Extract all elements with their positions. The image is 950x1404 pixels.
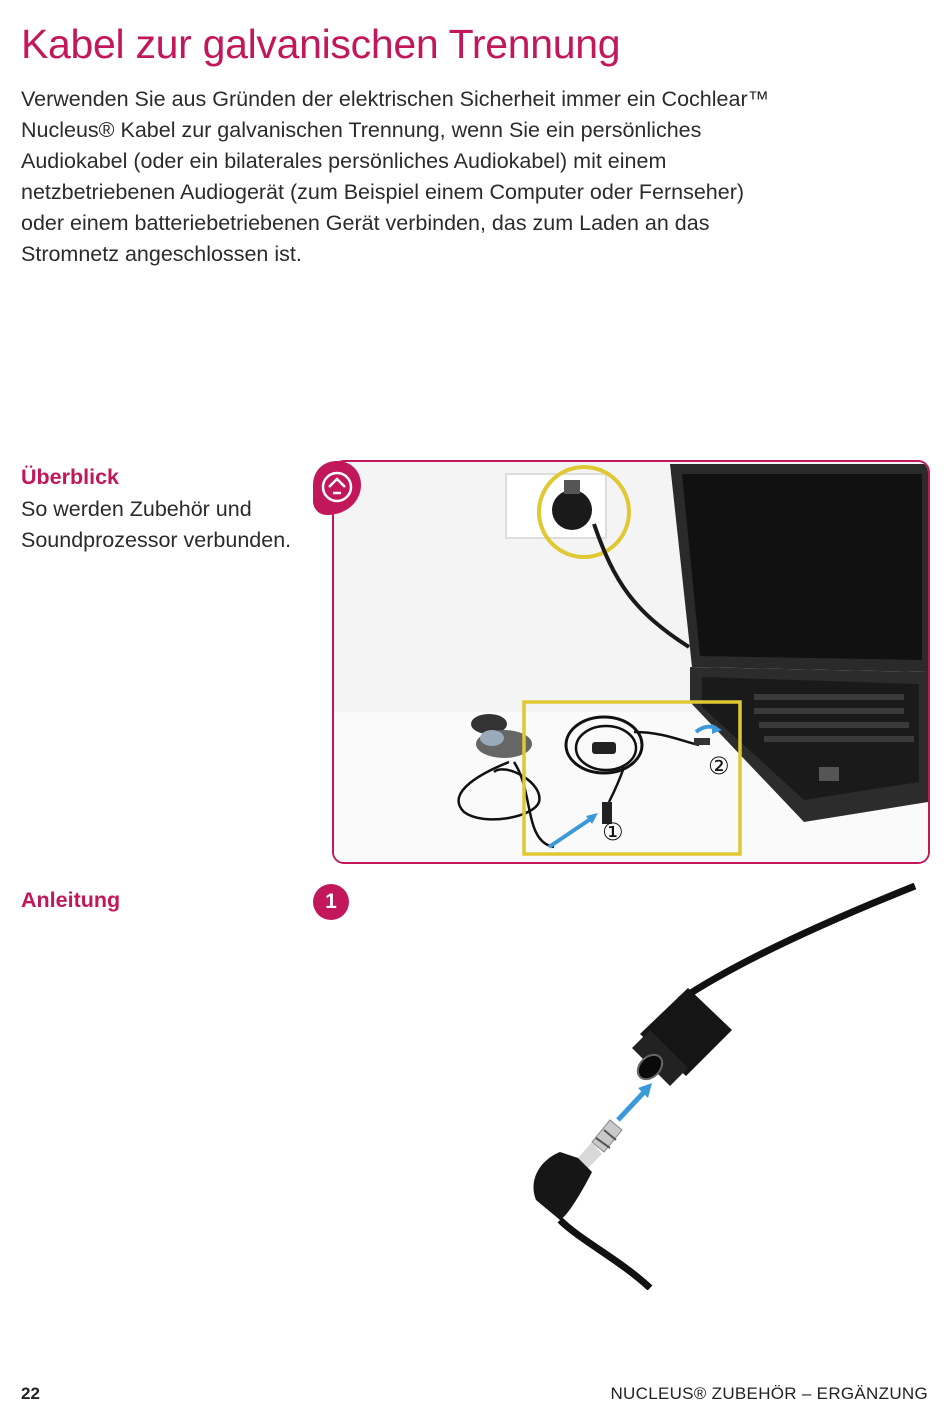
callout-1: ① (602, 818, 624, 846)
overview-heading: Überblick (21, 465, 119, 489)
footer-title: NUCLEUS® ZUBEHÖR – ERGÄNZUNG (610, 1384, 928, 1403)
overview-illustration (334, 462, 928, 862)
callout-2: ② (708, 752, 730, 780)
power-outlet-icon (506, 474, 606, 538)
audio-jack-socket-icon (632, 988, 732, 1086)
cable (680, 886, 915, 1000)
insert-arrow-icon (618, 1090, 646, 1120)
intro-paragraph: Verwenden Sie aus Gründen der elektrischen Sicherheit immer ein Cochlear™ Nucleus® Kabel zur galvanischen Trennung, wenn Sie ein persönliches Audiokabel (oder ein bilaterales persönliches Audiokabel) mit einem netzbetriebenen Audiogerät (zum Beispiel einem Computer oder Fernseher) oder einem batteriebetriebenen Gerät verbinden, das zum Laden an das Stromnetz angeschlossen ist. (21, 87, 770, 266)
step-number-badge: 1 (313, 884, 349, 920)
page-title: Kabel zur galvanischen Trennung (21, 21, 621, 67)
page-number: 22 (21, 1384, 40, 1403)
overview-photo (332, 460, 930, 864)
audio-plug-icon (533, 1120, 650, 1288)
instructions-heading: Anleitung (21, 888, 121, 912)
overview-text: So werden Zubehör und Soundprozessor verbunden. (21, 497, 292, 552)
step-1-photo (500, 880, 925, 1290)
connect-badge-icon (311, 459, 363, 517)
